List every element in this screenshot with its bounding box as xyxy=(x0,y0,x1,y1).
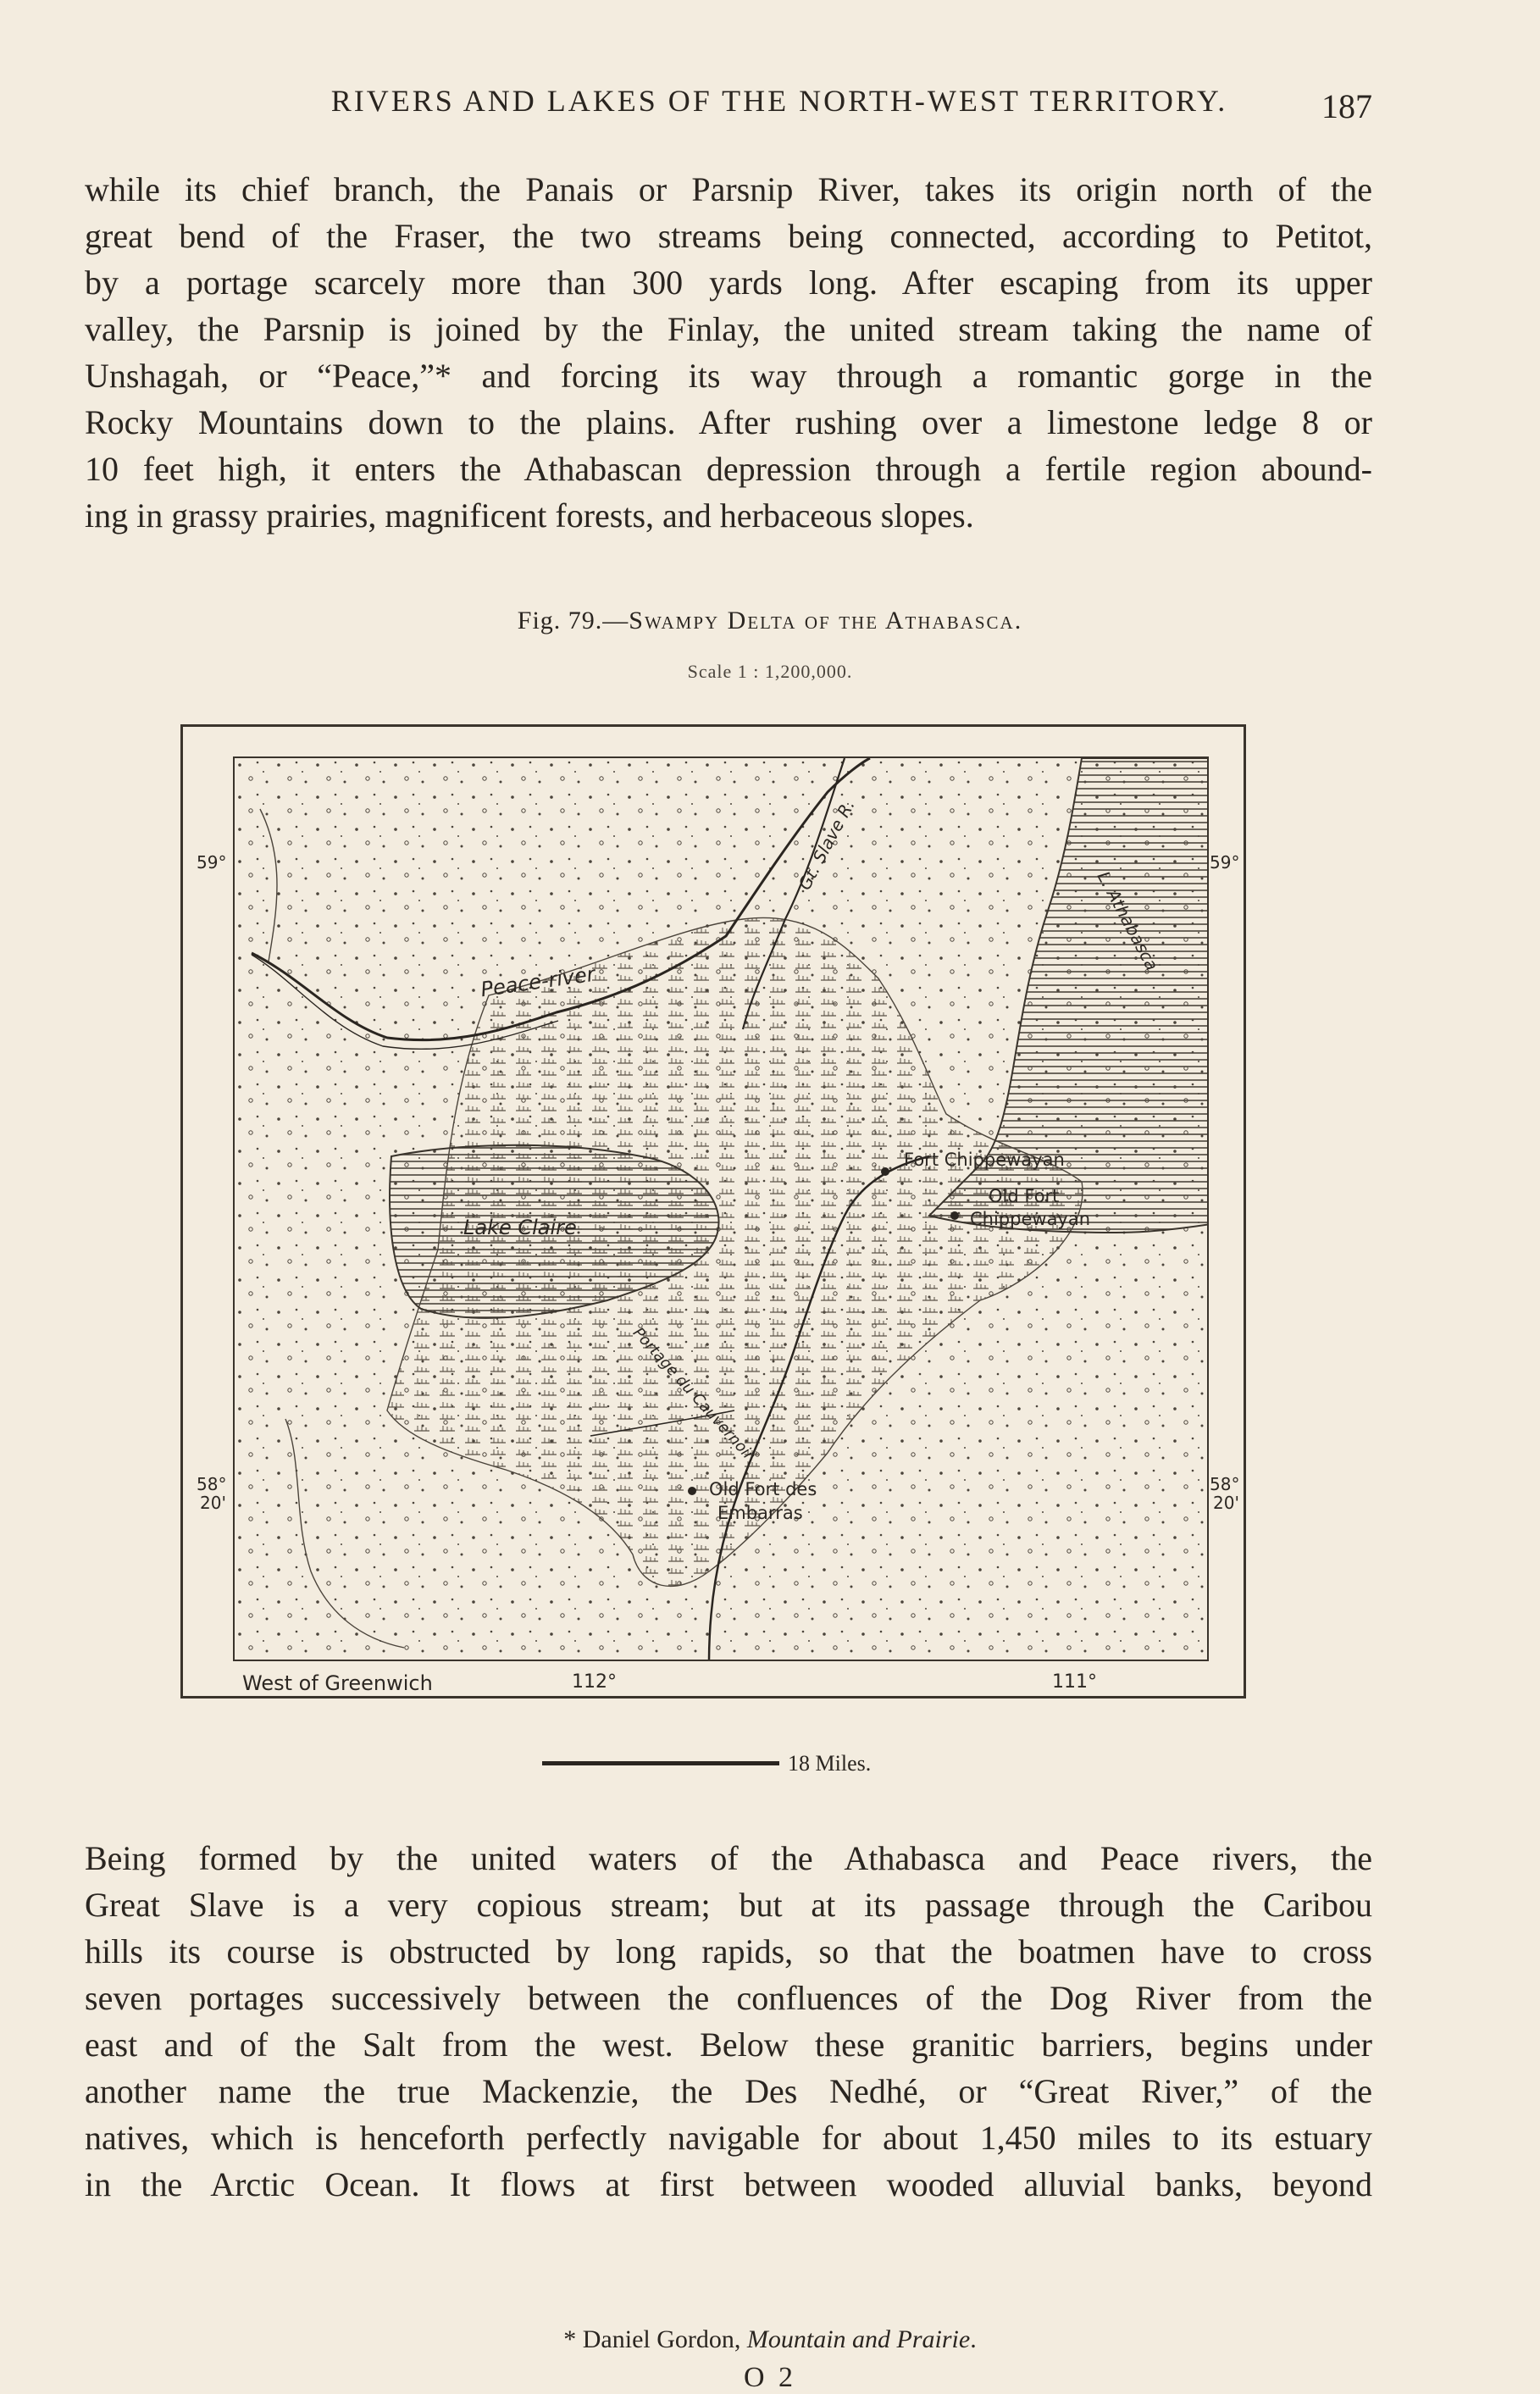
portage-label: Portage du Cauvernoir xyxy=(629,1324,758,1464)
footnote-end: . xyxy=(970,2325,977,2353)
text-line: valley, the Parsnip is joined by the Finlay, the united stream taking the name of xyxy=(85,310,1372,348)
text-line: while its chief branch, the Panais or Parsnip River, takes its origin north of the xyxy=(85,170,1372,208)
paragraph-2 xyxy=(85,1835,1372,2208)
fort-chippewayan-label: Fort Chippewayan xyxy=(904,1150,1065,1170)
text-line: another name the true Mackenzie, the Des Nedhé, or “Great River,” of the xyxy=(85,2072,1372,2110)
scale-bar xyxy=(542,1761,779,1765)
old-fort-embarras-label: Old Fort des xyxy=(709,1479,817,1499)
old-fort-label-2: Chippewayan xyxy=(970,1209,1091,1229)
figure-scale-ratio: Scale 1 : 1,200,000. xyxy=(687,661,853,682)
text-line: Being formed by the united waters of the Athabasca and Peace rivers, the xyxy=(85,1839,1372,1877)
text-line: natives, which is henceforth perfectly navigable for about 1,450 miles to its estuary xyxy=(85,2119,1372,2157)
lat-58-right: 58° xyxy=(1210,1474,1240,1494)
map xyxy=(233,756,1209,1661)
text-line: by a portage scarcely more than 300 yards long. After escaping from its upper xyxy=(85,263,1372,302)
text-line: hills its course is obstructed by long rapids, so that the boatmen have to cross xyxy=(85,1932,1372,1970)
fort-chippewayan-marker xyxy=(881,1167,889,1176)
old-fort-embarras-marker xyxy=(688,1487,696,1495)
text-line: east and of the Salt from the west. Below these granitic barriers, begins under xyxy=(85,2025,1372,2064)
old-fort-label: Old Fort xyxy=(989,1186,1060,1206)
page-number: 187 xyxy=(1321,87,1372,125)
footnote xyxy=(254,2325,1286,2354)
running-title: RIVERS AND LAKES OF THE NORTH-WEST TERRITORY. xyxy=(330,84,1228,118)
text-line: 10 feet high, it enters the Athabascan depression through a fertile region abound- xyxy=(85,450,1372,488)
peace-river-label: Peace-river xyxy=(479,961,597,1002)
longitude-112-label: 112° xyxy=(572,1671,617,1693)
paragraph-1 xyxy=(85,166,1372,539)
figure-title: Swampy Delta of the Athabasca. xyxy=(629,607,1023,635)
text-line: Unshagah, or “Peace,”* and forcing its way through a romantic gorge in the xyxy=(85,357,1372,395)
figure-number: Fig. 79.— xyxy=(517,607,629,635)
lat-58-left: 58° xyxy=(197,1474,227,1494)
lat-58-right-min: 20' xyxy=(1213,1493,1239,1513)
lake-athabasca-label: L. Athabasca xyxy=(1093,867,1163,974)
west-of-greenwich-label: West of Greenwich xyxy=(242,1671,433,1695)
text-line: seven portages successively between the confluences of the Dog River from the xyxy=(85,1979,1372,2017)
text-line: ing in grassy prairies, magnificent forests, and herbaceous slopes. xyxy=(85,496,974,535)
footnote-author: * Daniel Gordon, xyxy=(563,2325,747,2353)
scale-bar-label: 18 Miles. xyxy=(788,1751,872,1776)
old-fort-chippewayan-marker xyxy=(950,1211,959,1220)
text-line: Great Slave is a very copious stream; but at its passage through the Caribou xyxy=(85,1886,1372,1924)
lat-59-right: 59° xyxy=(1210,852,1240,873)
signature-mark: O 2 xyxy=(743,2362,797,2393)
lake-claire-label: Lake Claire xyxy=(463,1216,577,1239)
footnote-work: Mountain and Prairie xyxy=(746,2325,971,2353)
figure-caption xyxy=(254,607,1286,635)
text-line: Rocky Mountains down to the plains. After rushing over a limestone ledge 8 or xyxy=(85,403,1372,441)
great-slave-label: Gt. Slave R. xyxy=(794,795,859,894)
longitude-111-label: 111° xyxy=(1052,1671,1097,1693)
old-fort-embarras-label-2: Embarras xyxy=(717,1503,803,1523)
text-line: great bend of the Fraser, the two streams being connected, according to Petitot, xyxy=(85,217,1372,255)
text-line: in the Arctic Ocean. It flows at first between wooded alluvial banks, beyond xyxy=(85,2165,1372,2203)
lat-59-left: 59° xyxy=(197,852,227,873)
lat-58-left-min: 20' xyxy=(200,1493,226,1513)
